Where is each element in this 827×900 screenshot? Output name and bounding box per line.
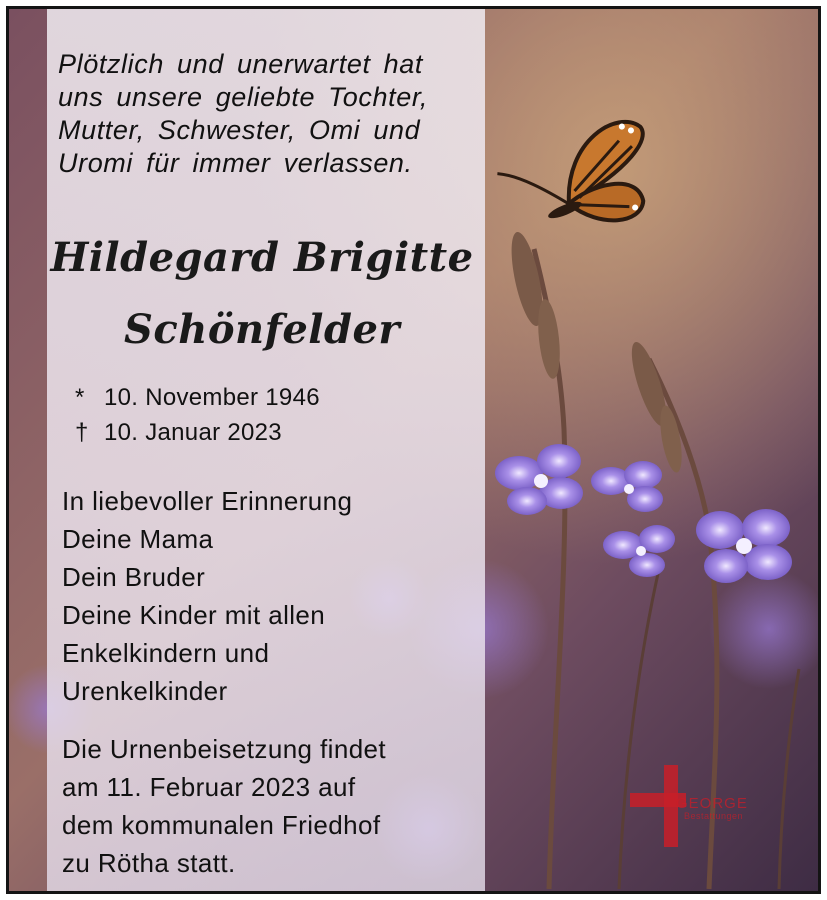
intro-line: uns unsere geliebte Tochter, (58, 82, 429, 112)
death-date: 10. Januar 2023 (103, 419, 282, 446)
intro-line: Uromi für immer verlassen. (58, 148, 413, 178)
cross-icon: † (75, 419, 89, 446)
mourners-list (62, 482, 352, 710)
intro-line: Plötzlich und unerwartet hat (58, 49, 423, 79)
mourners-line: Deine Mama (62, 524, 214, 554)
burial-line: Die Urnenbeisetzung findet (62, 734, 387, 764)
deceased-name-line1: Hildegard Brigitte (50, 234, 474, 281)
intro-text (58, 48, 488, 180)
mourners-line: Urenkelkinder (62, 676, 228, 706)
burial-line: zu Rötha statt. (62, 848, 236, 878)
logo-name: GEORGE (676, 795, 748, 812)
birth-date-row (75, 380, 320, 415)
life-dates (75, 380, 320, 450)
mourners-line: Enkelkindern und (62, 638, 270, 668)
birth-date: 10. November 1946 (103, 384, 320, 411)
death-date-row (75, 415, 320, 450)
birth-symbol: * (75, 384, 85, 411)
logo-subtitle: Bestattungen (684, 811, 744, 821)
mourners-line: In liebevoller Erinnerung (62, 486, 353, 516)
burial-notice (62, 730, 386, 882)
burial-line: am 11. Februar 2023 auf (62, 772, 356, 802)
deceased-name-line2: Schönfelder (124, 306, 400, 353)
intro-line: Mutter, Schwester, Omi und (58, 115, 421, 145)
burial-line: dem kommunalen Friedhof (62, 810, 381, 840)
mourners-line: Dein Bruder (62, 562, 206, 592)
mourners-line: Deine Kinder mit allen (62, 600, 326, 630)
